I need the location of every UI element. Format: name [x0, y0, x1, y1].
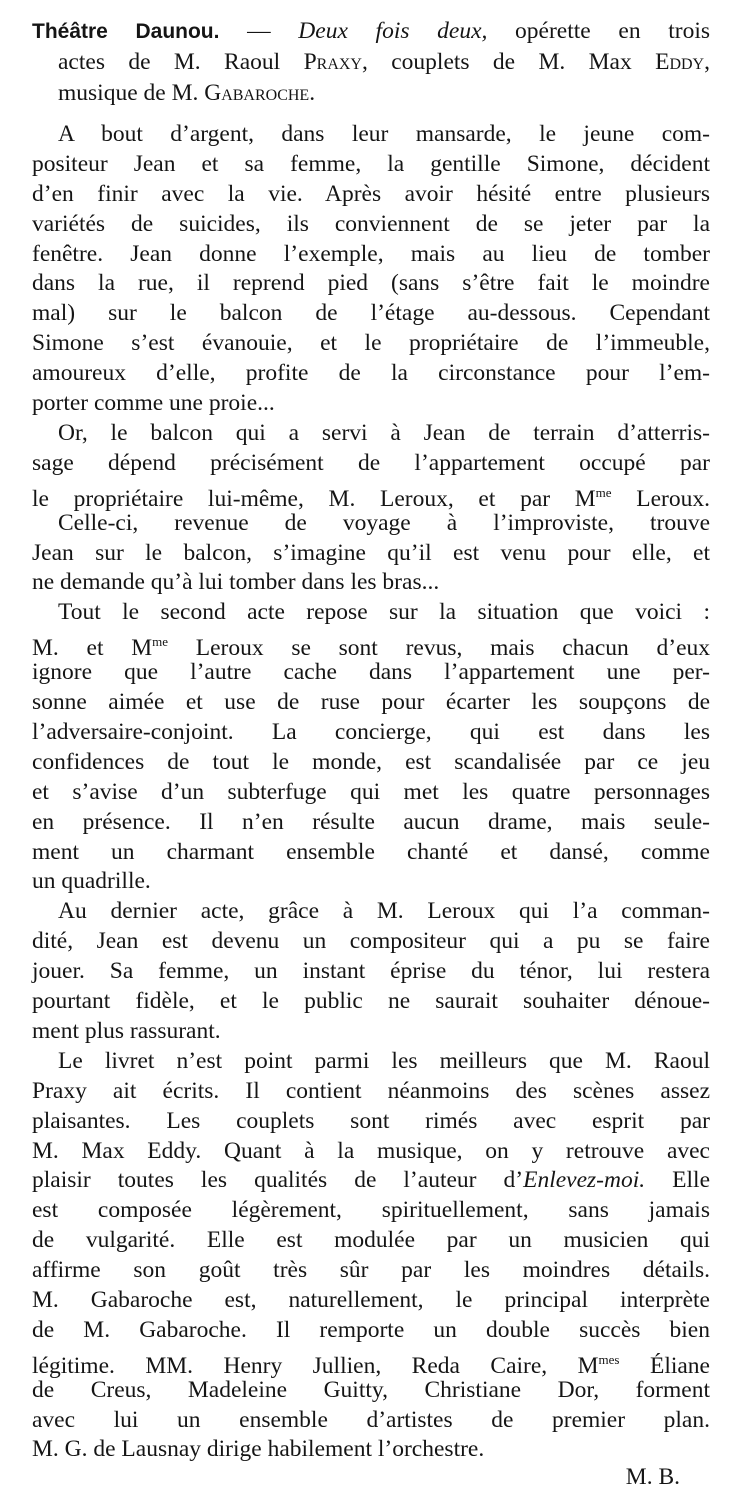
line-text: plaisir toutes les qualités de l’auteur d’: [32, 1167, 524, 1193]
line-text: Leroux se sont revus, mais chacun d’eux: [168, 635, 710, 661]
review-heading-line-2: [58, 47, 710, 77]
venue-name: Théâtre Daunou.: [32, 20, 220, 43]
paragraph-line: de M. Gabaroche. Il remporte un double succès bien: [32, 1317, 710, 1343]
paragraph-line: dans la rue, il reprend pied (sans s’être fait le moindre: [32, 270, 710, 296]
superscript: me: [152, 634, 168, 649]
paragraph-line: de Creus, Madeleine Guitty, Christiane Dor, forment: [32, 1377, 710, 1403]
superscript: mes: [598, 1352, 620, 1367]
paragraph-line: Le livret n’est point parmi les meilleurs que M. Raoul: [58, 1048, 710, 1074]
paragraph-line: [32, 1345, 710, 1379]
paragraph-line: plaisantes. Les couplets sont rimés avec esprit par: [32, 1108, 710, 1134]
lyricist-name: Eddy: [655, 49, 705, 75]
heading-text: musique de M.: [58, 80, 205, 106]
author-name: Praxy: [303, 49, 362, 75]
composer-name: Gabaroche: [204, 80, 310, 106]
paragraph-line: Praxy ait écrits. Il contient néanmoins des scènes assez: [32, 1078, 710, 1104]
superscript: me: [595, 485, 612, 500]
heading-text: actes de M. Raoul: [58, 49, 304, 75]
paragraph-line: positeur Jean et sa femme, la gentille Simone, décident: [32, 151, 710, 177]
paragraph-line: ne demande qu’à lui tomber dans les bras...: [32, 569, 440, 595]
heading-text: , couplets de M. Max: [361, 49, 656, 75]
paragraph-line: sonne aimée et use de ruse pour écarter les soupçons de: [32, 689, 710, 715]
paragraph-line: pourtant fidèle, et le public ne saurait souhaiter dénoue-: [32, 988, 710, 1014]
heading-text: opérette en trois: [487, 18, 710, 44]
paragraph-line: confidences de tout le monde, est scandalisée par ce jeu: [32, 749, 710, 775]
paragraph-line: amoureux d’elle, profite de la circonstance pour l’em-: [32, 360, 710, 386]
paragraph-line: porter comme une proie...: [32, 390, 275, 416]
paragraph-line: et s’avise d’un subterfuge qui met les quatre personnages: [32, 779, 710, 805]
review-heading-line-1: [32, 16, 710, 46]
paragraph-line: [32, 1165, 710, 1195]
paragraph-line: Celle-ci, revenue de voyage à l’improviste, trouve: [58, 510, 710, 536]
heading-text: ,: [704, 49, 710, 75]
paragraph-line: avec lui un ensemble d’artistes de premier plan.: [32, 1407, 710, 1433]
paragraph-line: affirme son goût très sûr par les moindres détails.: [32, 1257, 710, 1283]
paragraph-line: M. Max Eddy. Quant à la musique, on y retrouve avec: [32, 1138, 710, 1164]
paragraph-line: A bout d’argent, dans leur mansarde, le jeune com-: [58, 121, 710, 147]
heading-text: .: [309, 80, 316, 106]
paragraph-line: [32, 627, 710, 661]
play-title: Deux fois deux,: [298, 18, 488, 44]
paragraph-line: Jean sur le balcon, s’imagine qu’il est venu pour elle, et: [32, 540, 710, 566]
line-text: légitime. MM. Henry Jullien, Reda Caire, M: [32, 1353, 599, 1379]
paragraph-line: d’en finir avec la vie. Après avoir hésité entre plusieurs: [32, 181, 710, 207]
paragraph-line: dité, Jean est devenu un compositeur qui a pu se faire: [32, 928, 710, 954]
author-signature: M. B.: [625, 1464, 680, 1490]
paragraph-line: est composée légèrement, spirituellement, sans jamais: [32, 1197, 710, 1223]
paragraph-line: ment plus rassurant.: [32, 1018, 221, 1044]
paragraph-line: fenêtre. Jean donne l’exemple, mais au lieu de tomber: [32, 241, 710, 267]
review-heading-line-3: [58, 78, 710, 108]
line-text: Leroux.: [611, 486, 710, 512]
paragraph-line: M. G. de Lausnay dirige habilement l’orchestre.: [32, 1436, 485, 1462]
paragraph-line: Or, le balcon qui a servi à Jean de terrain d’atterris-: [58, 420, 710, 446]
paragraph-line: [32, 478, 710, 512]
line-text: Elle: [645, 1167, 710, 1193]
paragraph-line: jouer. Sa femme, un instant éprise du ténor, lui restera: [32, 958, 710, 984]
paragraph-line: Simone s’est évanouie, et le propriétaire de l’immeuble,: [32, 330, 710, 356]
heading-dash: —: [219, 18, 299, 44]
paragraph-line: variétés de suicides, ils conviennent de se jeter par la: [32, 211, 710, 237]
line-text: M. et M: [32, 635, 153, 661]
paragraph-line: sage dépend précisément de l’appartement occupé par: [32, 450, 710, 476]
paragraph-line: Au dernier acte, grâce à M. Leroux qui l’a comman-: [58, 898, 710, 924]
paragraph-line: l’adversaire-conjoint. La concierge, qui est dans les: [32, 719, 710, 745]
paragraph-line: ignore que l’autre cache dans l’appartement une per-: [32, 659, 710, 685]
paragraph-line: M. Gabaroche est, naturellement, le principal interprète: [32, 1287, 710, 1313]
paragraph-line: de vulgarité. Elle est modulée par un musicien qui: [32, 1227, 710, 1253]
line-text: le propriétaire lui-même, M. Leroux, et par M: [32, 486, 596, 512]
work-title: Enlevez-moi.: [523, 1167, 646, 1193]
paragraph-line: un quadrille.: [32, 868, 151, 894]
paragraph-line: en présence. Il n’en résulte aucun drame, mais seule-: [32, 809, 710, 835]
paragraph-line: mal) sur le balcon de l’étage au-dessous. Cependant: [32, 300, 710, 326]
paragraph-line: Tout le second acte repose sur la situation que voici :: [58, 599, 710, 625]
line-text: Éliane: [619, 1353, 710, 1379]
paragraph-line: ment un charmant ensemble chanté et dansé, comme: [32, 839, 710, 865]
